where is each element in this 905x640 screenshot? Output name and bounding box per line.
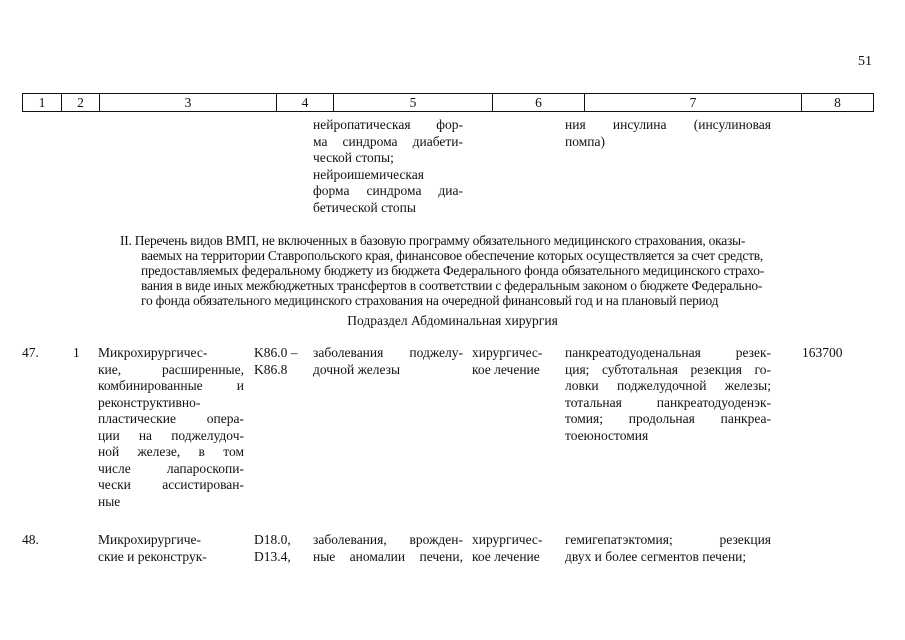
header-col-6: 6 bbox=[493, 94, 585, 111]
heading-line: го фонда обязательного медицинского страхования на очередной финансовый год и на плановый период bbox=[141, 293, 719, 308]
text-line: заболевания поджелу- bbox=[313, 345, 463, 360]
header-col-2: 2 bbox=[62, 94, 100, 111]
row-code-cell bbox=[254, 532, 310, 565]
row-number: 48. bbox=[22, 532, 39, 547]
text-line: кие, расширенные, bbox=[98, 361, 244, 377]
column-number-header bbox=[22, 93, 874, 112]
row-cost: 163700 bbox=[802, 345, 843, 360]
text-line: гемигепатэктомия; резекция bbox=[565, 532, 771, 547]
text-line: пластические опера- bbox=[98, 411, 244, 426]
row-number: 47. bbox=[22, 345, 39, 360]
row-treatment-cell bbox=[472, 532, 560, 565]
page-number: 51 bbox=[858, 54, 872, 69]
text-line: D13.4, bbox=[254, 548, 291, 564]
continuation-method-cell bbox=[565, 117, 771, 150]
continuation-model-cell bbox=[313, 117, 463, 216]
text-line: бетической стопы bbox=[313, 199, 416, 215]
row-method-cell bbox=[565, 532, 771, 565]
text-line: Микрохирургичес- bbox=[98, 345, 208, 360]
heading-line: ваемых на территории Ставропольского края, финансовое обеспечение которых осуществляется за счет средств, bbox=[141, 248, 763, 263]
heading-line: вания в виде иных межбюджетных трансфертов в соответствии с федеральным законом о бюджете Федерально- bbox=[141, 278, 763, 293]
text-line: ные bbox=[98, 493, 121, 509]
row-treatment-cell bbox=[472, 345, 560, 378]
text-line: форма синдрома диа- bbox=[313, 183, 463, 198]
text-line: хирургичес- bbox=[472, 532, 543, 547]
text-line: чески ассистирован- bbox=[98, 477, 244, 492]
row-code-cell bbox=[254, 345, 310, 378]
text-line: ции на поджелудоч- bbox=[98, 427, 244, 443]
heading-line: предоставляемых федеральному бюджету из бюджета Федерального фонда обязательного медицинского страхо- bbox=[141, 263, 764, 278]
header-col-8: 8 bbox=[834, 95, 841, 110]
row-name-cell bbox=[98, 345, 244, 510]
subsection-title: Подраздел Абдоминальная хирургия bbox=[347, 313, 558, 328]
row-name-cell bbox=[98, 532, 244, 565]
text-line: ские и реконструк- bbox=[98, 548, 207, 564]
text-line: тоеюностомия bbox=[565, 427, 649, 443]
text-line: Микрохирургиче- bbox=[98, 532, 202, 547]
text-line: ловки поджелудочной железы; bbox=[565, 378, 771, 393]
row-model-cell bbox=[313, 345, 463, 378]
text-line: кое лечение bbox=[472, 548, 540, 564]
text-line: тотальная панкреатодуоденэк- bbox=[565, 394, 771, 410]
section-heading bbox=[120, 233, 874, 308]
text-line: дочной железы bbox=[313, 361, 401, 377]
text-line: ния инсулина (инсулиновая bbox=[565, 117, 771, 132]
text-line: двух и более сегментов печени; bbox=[565, 548, 747, 564]
text-line: ной железе, в том bbox=[98, 444, 244, 459]
text-line: томия; продольная панкреа- bbox=[565, 411, 771, 426]
text-line: хирургичес- bbox=[472, 345, 543, 360]
header-col-7: 7 bbox=[585, 94, 802, 111]
header-col-3: 3 bbox=[100, 94, 277, 111]
text-line: панкреатодуоденальная резек- bbox=[565, 345, 771, 360]
heading-line: II. Перечень видов ВМП, не включенных в базовую программу обязательного медицинского страхования, оказы- bbox=[120, 233, 746, 248]
text-line: ция; субтотальная резекция го- bbox=[565, 361, 771, 377]
text-line: K86.0 – bbox=[254, 345, 298, 360]
text-line: K86.8 bbox=[254, 361, 288, 377]
text-line: комбинированные и bbox=[98, 378, 244, 393]
text-line: нейроишемическая bbox=[313, 166, 424, 182]
header-col-1: 1 bbox=[23, 94, 62, 111]
text-line: помпа) bbox=[565, 133, 605, 149]
text-line: заболевания, врожден- bbox=[313, 532, 463, 547]
row-model-cell bbox=[313, 532, 463, 565]
header-col-4: 4 bbox=[277, 94, 334, 111]
text-line: кое лечение bbox=[472, 361, 540, 377]
text-line: ческой стопы; bbox=[313, 150, 394, 165]
text-line: числе лапароскопи- bbox=[98, 460, 244, 476]
text-line: нейропатическая фор- bbox=[313, 117, 463, 132]
header-col-5: 5 bbox=[334, 94, 493, 111]
text-line: ма синдрома диабети- bbox=[313, 133, 463, 149]
row-group-number: 1 bbox=[73, 345, 80, 360]
row-method-cell bbox=[565, 345, 771, 444]
text-line: ные аномалии печени, bbox=[313, 548, 463, 564]
text-line: реконструктивно- bbox=[98, 394, 201, 410]
text-line: D18.0, bbox=[254, 532, 291, 547]
